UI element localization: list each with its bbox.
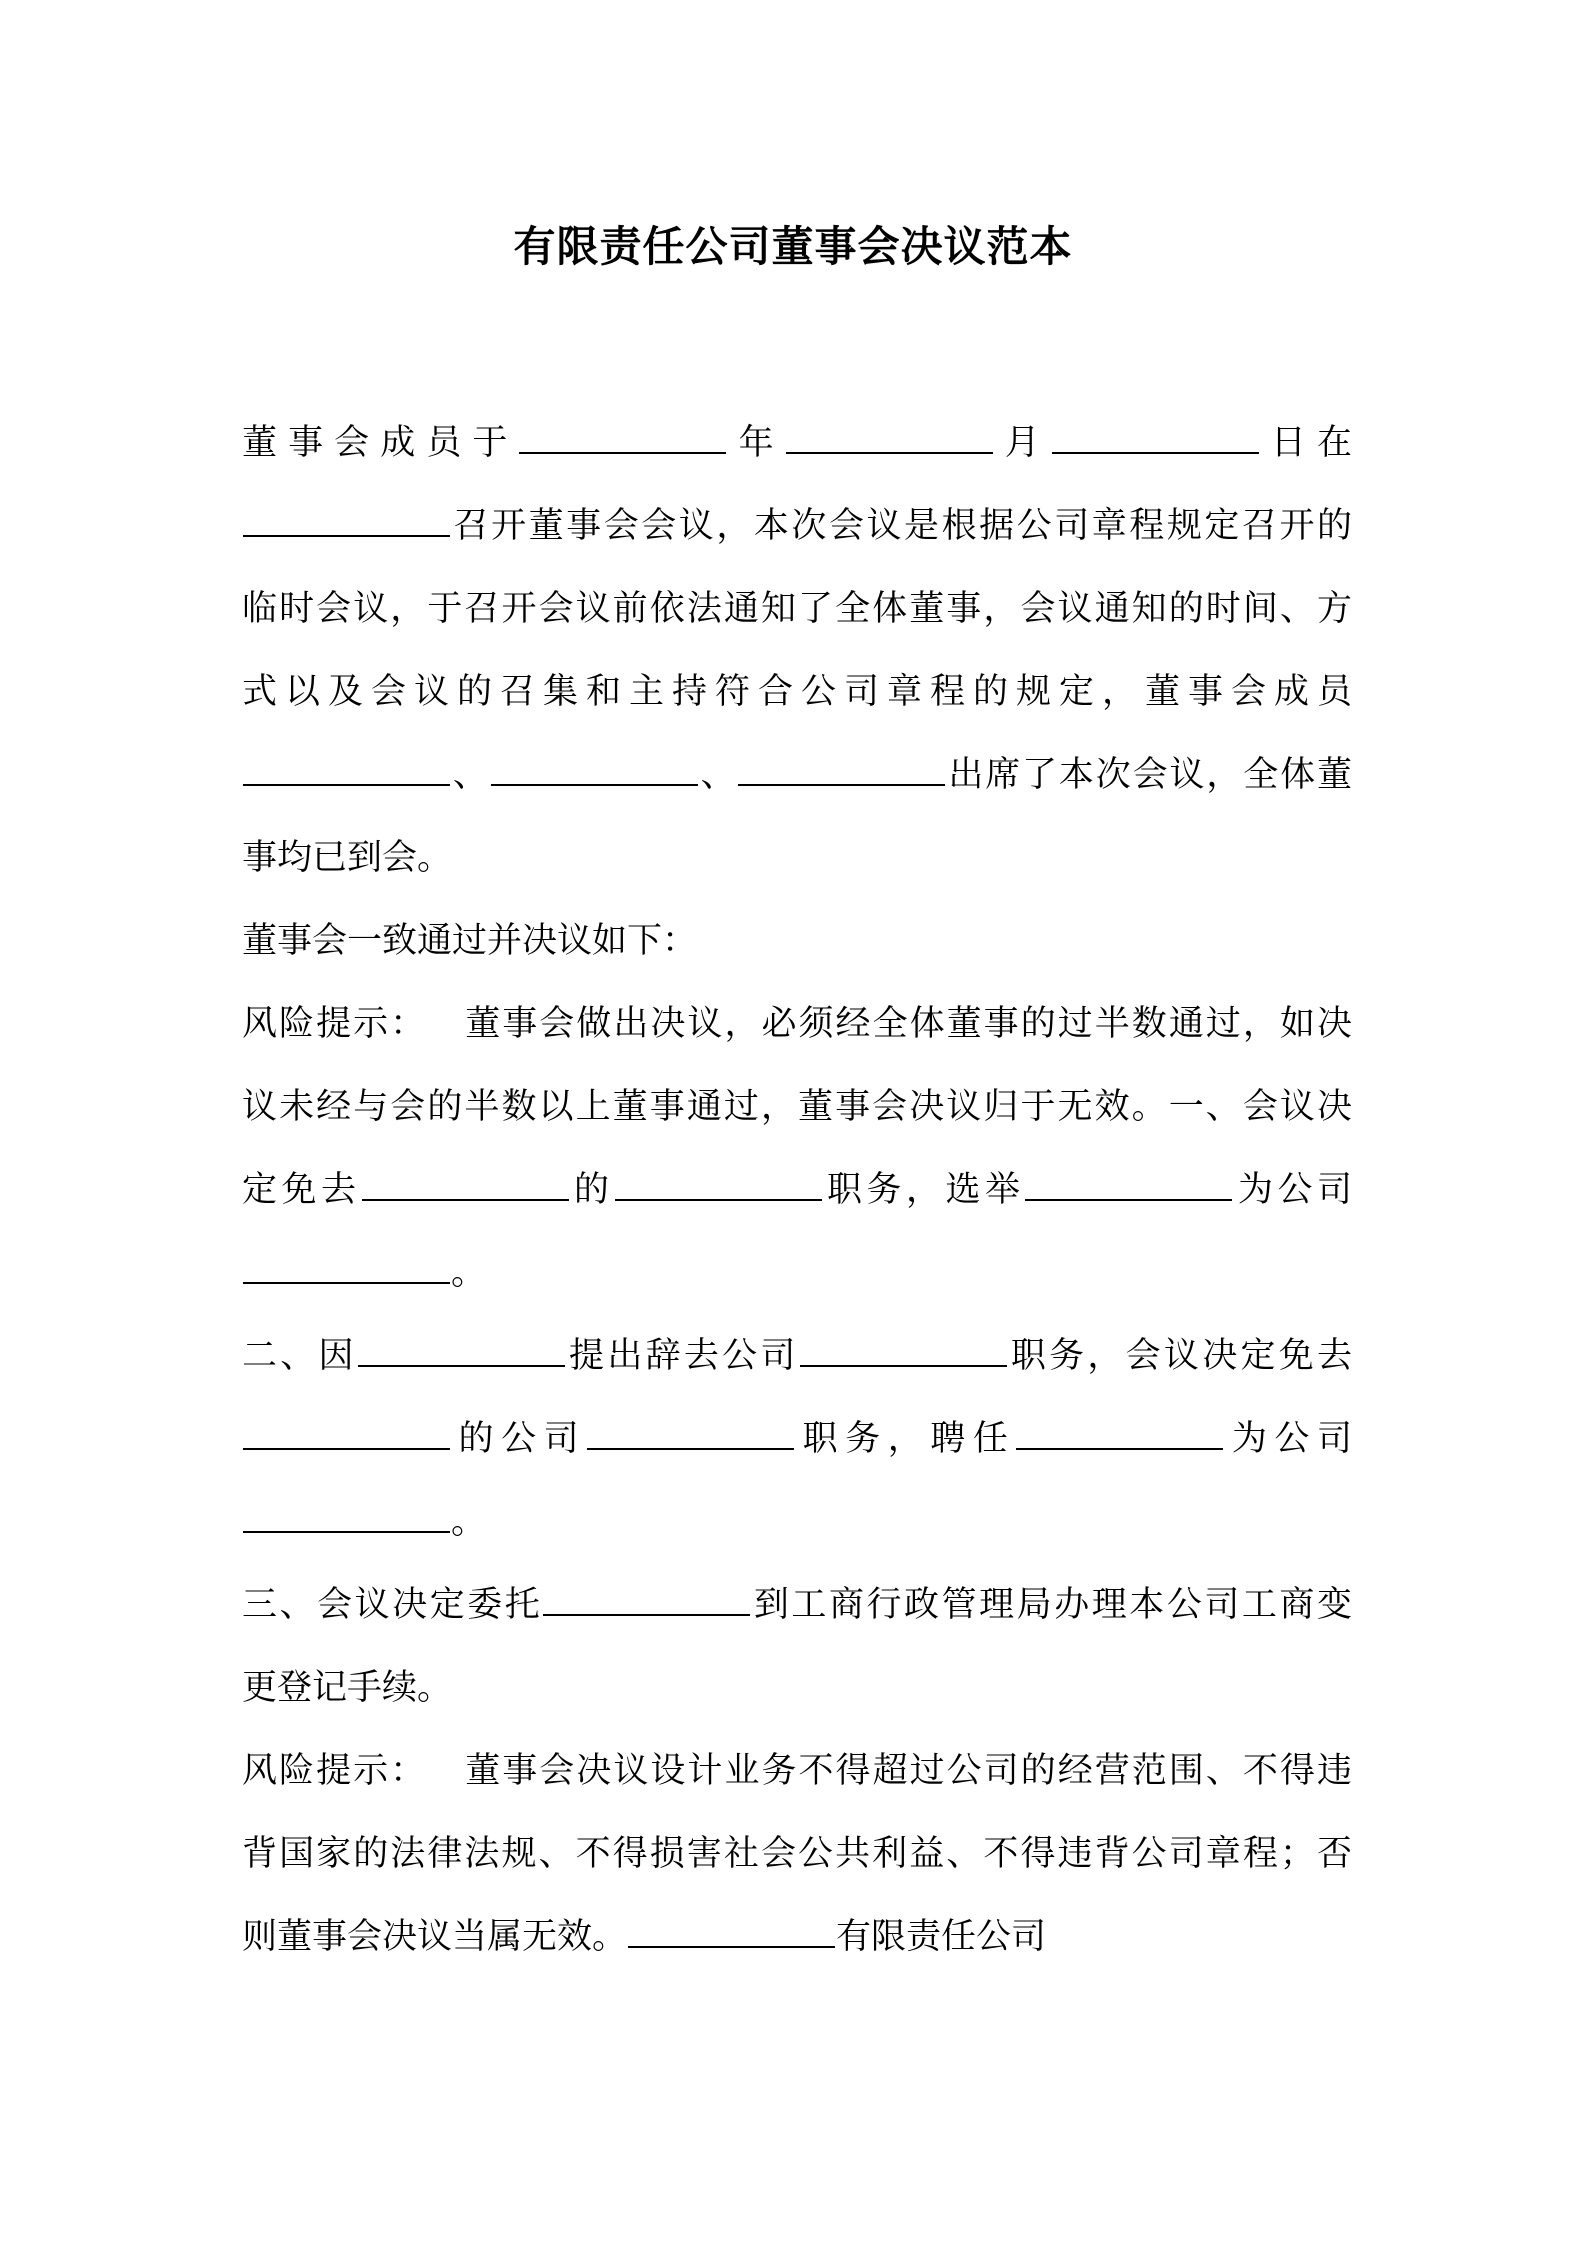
line-text: 临时会议，于召开会议前依法通知了全体董事，会议通知的时间、方 [242, 589, 1352, 629]
line-text: 召开董事会会议，本次会议是根据公司章程规定召开的 [451, 506, 1352, 546]
line-text: 更登记手续。 [242, 1668, 453, 1708]
line-text: 事均已到会。 [242, 838, 453, 878]
line-text: 董事会一致通过并决议如下： [242, 921, 698, 961]
fill-in-blank [1016, 1422, 1223, 1450]
line-text: 董事会做出决议，必须经全体董事的过半数通过，如决 [463, 1004, 1352, 1044]
fill-in-blank [243, 758, 450, 786]
paragraph-line [242, 1149, 1352, 1232]
line-text: 风险提示： [242, 1751, 428, 1791]
paragraph-line [242, 1813, 1352, 1896]
paragraph-line [242, 817, 1352, 900]
fill-in-blank [243, 1505, 450, 1533]
line-text: 议未经与会的半数以上董事通过，董事会决议归于无效。一、会议决 [242, 1087, 1352, 1127]
fill-in-blank [587, 1422, 794, 1450]
line-text: 提出辞去公司 [565, 1336, 799, 1376]
line-text: 为公司 [1224, 1419, 1352, 1459]
fill-in-blank [358, 1339, 565, 1367]
line-text: 职务，聘任 [795, 1419, 1016, 1459]
paragraph-line [242, 734, 1352, 817]
line-text: 三、会议决定委托 [242, 1585, 543, 1625]
line-text: 定免去 [242, 1170, 361, 1210]
paragraph-line [242, 1232, 1352, 1315]
fill-in-blank [491, 758, 698, 786]
line-text: 有限责任公司 [836, 1917, 1047, 1957]
fill-in-blank [519, 426, 726, 454]
fill-in-blank [786, 426, 993, 454]
line-text: 月 [993, 423, 1051, 463]
document-body [242, 402, 1352, 1979]
fill-in-blank [243, 509, 450, 537]
line-text: 为公司 [1233, 1170, 1352, 1210]
document-title: 有限责任公司董事会决议范本 [513, 222, 1073, 271]
paragraph-line [242, 1647, 1352, 1730]
line-text: 背国家的法律法规、不得损害社会公共利益、不得违背公司章程；否 [242, 1834, 1352, 1874]
paragraph-line [242, 983, 1352, 1066]
fill-in-blank [543, 1588, 750, 1616]
paragraph-line [242, 1564, 1352, 1647]
line-text: 、 [451, 755, 490, 795]
line-text: 风险提示： [242, 1004, 428, 1044]
paragraph-line [242, 568, 1352, 651]
line-text: 职务，选举 [822, 1170, 1025, 1210]
paragraph-line [242, 402, 1352, 485]
fill-in-blank [800, 1339, 1007, 1367]
paragraph-line [242, 1398, 1352, 1481]
line-text: 的公司 [451, 1419, 587, 1459]
paragraph-line [242, 1896, 1352, 1979]
paragraph-line [242, 1315, 1352, 1398]
line-text: 。 [451, 1502, 487, 1542]
fill-in-blank [243, 1422, 450, 1450]
fill-in-blank [1052, 426, 1259, 454]
fill-in-blank [362, 1173, 569, 1201]
paragraph-line [242, 485, 1352, 568]
line-text: 职务，会议决定免去 [1007, 1336, 1352, 1376]
line-text: 到工商行政管理局办理本公司工商变 [751, 1585, 1352, 1625]
line-text: 日在 [1259, 423, 1352, 463]
line-text: 的 [569, 1170, 614, 1210]
fill-in-blank [243, 1256, 450, 1284]
fill-in-blank [615, 1173, 822, 1201]
fill-in-blank [628, 1920, 835, 1948]
line-text: 二、因 [242, 1336, 357, 1376]
fill-in-blank [738, 758, 945, 786]
line-text: 、 [698, 755, 738, 795]
line-text: 年 [727, 423, 785, 463]
line-text: 。 [451, 1253, 487, 1293]
line-text: 出席了本次会议，全体董 [946, 755, 1352, 795]
line-text: 则董事会决议当属无效。 [242, 1917, 628, 1957]
line-text: 董事会决议设计业务不得超过公司的经营范围、不得违 [463, 1751, 1352, 1791]
line-text: 式以及会议的召集和主持符合公司章程的规定，董事会成员 [242, 672, 1352, 712]
paragraph-line [242, 900, 1352, 983]
paragraph-line [242, 1066, 1352, 1149]
line-text: 董事会成员于 [242, 423, 519, 463]
paragraph-line [242, 1481, 1352, 1564]
paragraph-line [242, 1730, 1352, 1813]
paragraph-line [242, 651, 1352, 734]
fill-in-blank [1025, 1173, 1232, 1201]
